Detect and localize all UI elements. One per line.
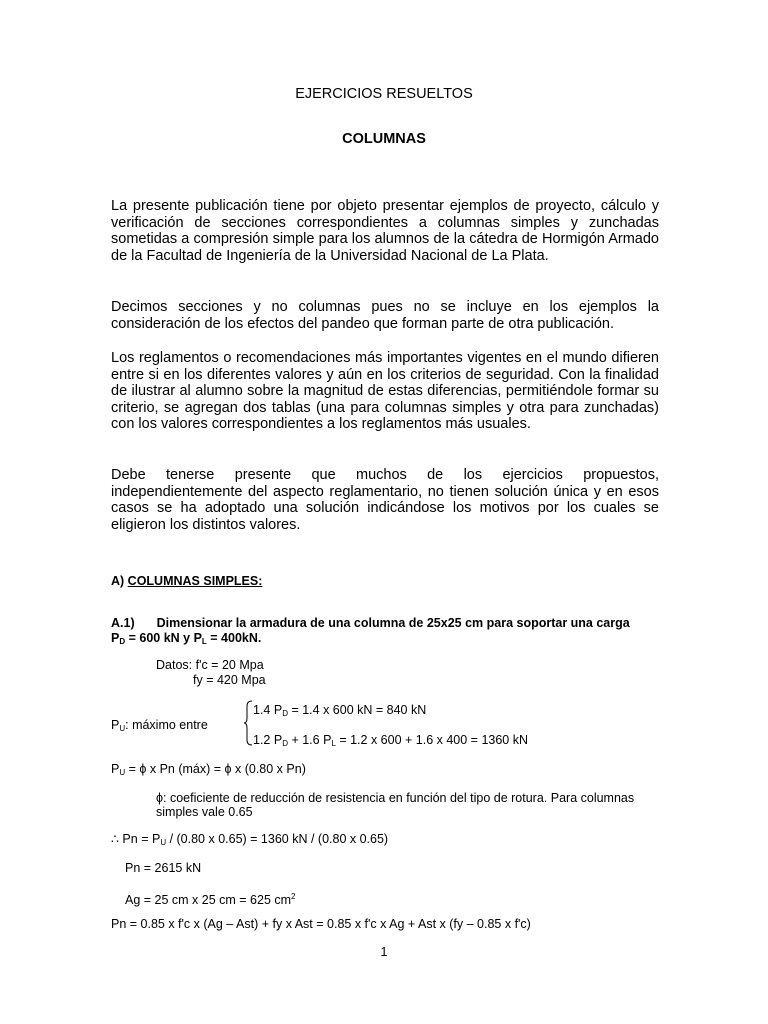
datos-line-2: fy = 420 Mpa [193, 673, 266, 687]
phi-equation [111, 762, 306, 780]
pl-subscript: L [201, 637, 207, 646]
ag-eq-a: Ag = 25 cm x 25 cm = 625 cm [125, 893, 292, 907]
pn-eq-a: ∴ Pn = P [111, 832, 161, 846]
final-equation: Pn = 0.85 x f'c x (Ag – Ast) + fy x Ast = 0.85 x f'c x Ag + Ast x (fy – 0.85 x f'c) [111, 917, 531, 931]
pd-label: P [111, 631, 120, 645]
intro-paragraph-4: Debe tenerse presente que muchos de los ejercicios propuestos, independientemente del aspecto reglamentario, no tienen solución única y en esos casos se ha adoptado una solución indicándose los motivos por los cuales se eligieron los distintos valores. [111, 467, 659, 533]
pu-combination-2 [253, 733, 528, 751]
document-subtitle: COLUMNAS [342, 131, 426, 147]
phi-eq-a: P [111, 762, 120, 776]
pd-value: = 600 kN y P [125, 631, 202, 645]
phi-eq-sub: U [119, 768, 126, 777]
section-heading [111, 574, 262, 589]
pn-result: Pn = 2615 kN [125, 861, 202, 875]
combo2-b: + 1.6 P [287, 733, 332, 747]
phi-note-line-1: ϕ: coeficiente de reducción de resistencia en función del tipo de rotura. Para columnas [156, 791, 635, 805]
ag-equation [125, 889, 296, 908]
pl-value: = 400kN. [206, 631, 262, 645]
phi-eq-b: = ϕ x Pn (máx) = ϕ x (0.80 x Pn) [125, 762, 306, 776]
combo2-sub1: D [282, 739, 288, 748]
section-prefix: A) [111, 574, 128, 588]
ag-eq-sup: 2 [291, 892, 296, 901]
combo1-a: 1.4 P [253, 703, 283, 717]
exercise-loads [111, 631, 261, 649]
pn-eq-sub: U [160, 838, 167, 847]
datos-line-1: Datos: f'c = 20 Mpa [156, 658, 264, 672]
pu-combination-1 [253, 703, 426, 721]
page-number: 1 [380, 945, 388, 959]
intro-paragraph-3: Los reglamentos o recomendaciones más importantes vigentes en el mundo difieren entre si en los diferentes valores y aún en los criterios de seguridad. Con la finalidad de ilustrar al alumno sobre la magnitud de estas diferencias, permitiéndole formar su criterio, se agregan dos tablas (una para columnas simples y otra para zunchadas) con los valores correspondientes a los reglamentos más usuales. [111, 350, 659, 432]
combo2-c: = 1.2 x 600 + 1.6 x 400 = 1360 kN [335, 733, 529, 747]
combo1-b: = 1.4 x 600 kN = 840 kN [287, 703, 427, 717]
combo1-sub: D [282, 709, 288, 718]
pu-label [111, 718, 208, 736]
pn-eq-b: / (0.80 x 0.65) = 1360 kN / (0.80 x 0.65) [166, 832, 389, 846]
intro-paragraph-2: Decimos secciones y no columnas pues no se incluye en los ejemplos la consideración de los efectos del pandeo que forman parte de otra publicación. [111, 299, 659, 332]
phi-note-line-2: simples vale 0.65 [156, 805, 253, 819]
exercise-statement-line1: Dimensionar la armadura de una columna de 25x25 cm para soportar una carga [156, 616, 630, 630]
section-title: COLUMNAS SIMPLES: [127, 574, 263, 588]
combo2-sub2: L [331, 739, 336, 748]
pu-label-p: P [111, 718, 120, 732]
pu-label-sub: U [119, 724, 126, 733]
intro-paragraph-1: La presente publicación tiene por objeto presentar ejemplos de proyecto, cálculo y verificación de secciones correspondientes a columnas simples y zunchadas sometidas a compresión simple para los alumnos de la cátedra de Hormigón Armado de la Facultad de Ingeniería de la Universidad Nacional de La Plata. [111, 198, 659, 264]
document-title: EJERCICIOS RESUELTOS [295, 86, 473, 102]
pn-equation [111, 832, 388, 850]
exercise-number: A.1) [111, 616, 135, 630]
combo2-a: 1.2 P [253, 733, 283, 747]
pu-label-rest: : máximo entre [125, 718, 208, 732]
exercise-statement [111, 616, 659, 631]
pd-subscript: D [119, 637, 126, 646]
